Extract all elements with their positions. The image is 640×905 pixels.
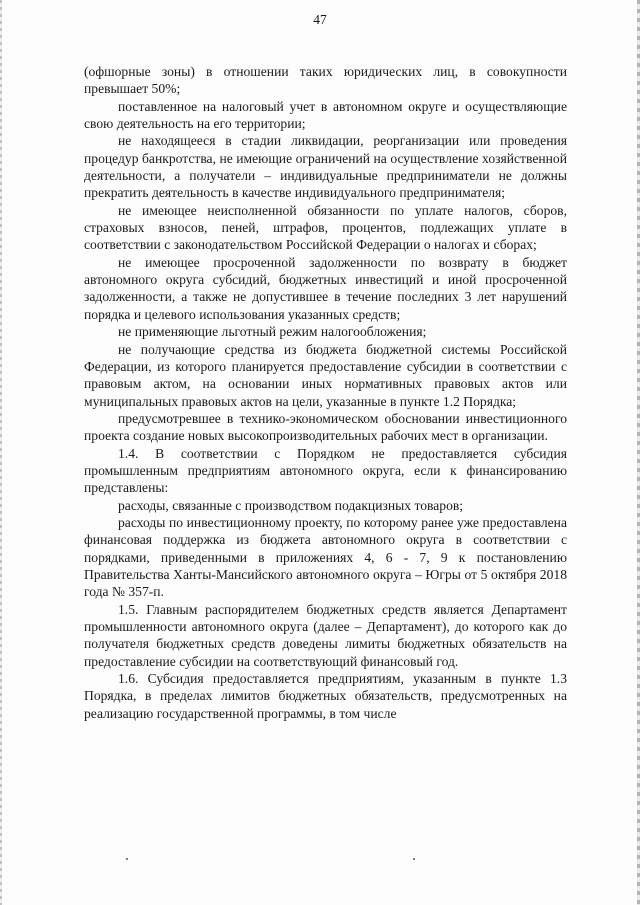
scan-speck <box>126 858 128 860</box>
paragraph: расходы по инвестиционному проекту, по которому ранее уже предоставлена финансовая поддержка из бюджета автономного округа в соответствии с порядками, приведенными в приложениях 4, 6 - 7, 9 к постановлению Правительства Ханты-Мансийского автономного округа – Югры от 5 октября 2018 года № 357-п. <box>84 514 567 600</box>
scan-speck <box>413 858 415 860</box>
scan-edge-left <box>0 0 2 905</box>
paragraph: (офшорные зоны) в отношении таких юридических лиц, в совокупности превышает 50%; <box>84 64 567 97</box>
paragraph: расходы, связанные с производством подакцизных товаров; <box>118 497 464 513</box>
paragraph: 1.6. Субсидия предоставляется предприятиям, указанным в пункте 1.3 Порядка, в пределах лимитов бюджетных обязательств, предусмотренных на реализацию государственной программы, в том числе <box>84 671 567 721</box>
paragraph: 1.4. В соответствии с Порядком не предоставляется субсидия промышленным предприятиям автономного округа, если к финансированию представлены: <box>84 445 567 496</box>
paragraph: не имеющее неисполненной обязанности по уплате налогов, сборов, страховых взносов, пеней, штрафов, процентов, подлежащих уплате в соответствии с законодательством Российской Федерации о налогах и сборах; <box>84 202 567 253</box>
paragraph: не получающие средства из бюджета бюджетной системы Российской Федерации, из которого планируется предоставление субсидии в соответствии с правовым актом, на основании иных нормативных правовых актов или муниципальных правовых актов на цели, указанные в пункте 1.2 Порядка; <box>84 341 567 409</box>
paragraph: предусмотревшее в технико-экономическом обосновании инвестиционного проекта создание новых высокопроизводительных рабочих мест в организации. <box>84 410 567 444</box>
paragraph: не имеющее просроченной задолженности по возврату в бюджет автономного округа субсидий, бюджетных инвестиций и иной просроченной задолженности, а также не допустившее в течение последних 3 лет нарушений порядка и целевого использования указанных средств; <box>84 254 567 322</box>
paragraph: не находящееся в стадии ликвидации, реорганизации или проведения процедур банкротства, не имеющие ограничений на осуществление хозяйственной деятельности, а получатели – индивидуальные предприниматели не должны прекратить деятельность в качестве индивидуального предпринимателя; <box>84 133 567 201</box>
page-number: 47 <box>313 12 327 27</box>
paragraph: поставленное на налоговый учет в автономном округе и осуществляющие свою деятельность на его территории; <box>84 98 567 132</box>
document-body <box>84 63 567 722</box>
paragraph: 1.5. Главным распорядителем бюджетных средств является Департамент промышленности автономного округа (далее – Департамент), до которого как до получателя бюджетных средств доведены лимиты бюджетных обязательств на предоставление субсидии на соответствующий финансовый год. <box>84 601 567 669</box>
paragraph: не применяющие льготный режим налогообложения; <box>118 324 427 340</box>
